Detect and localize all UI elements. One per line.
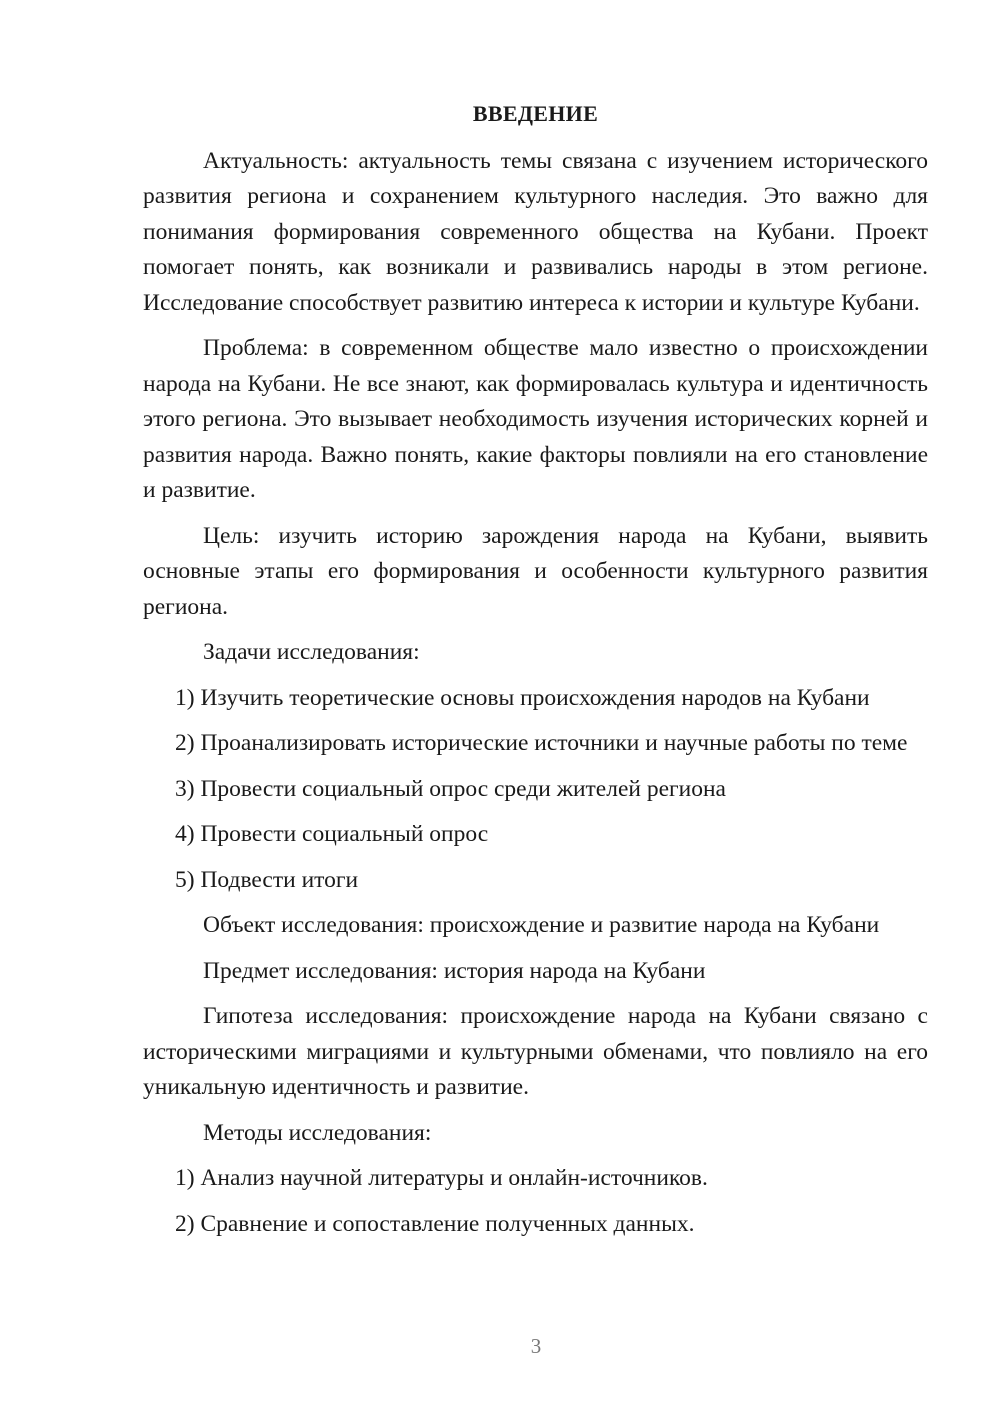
goal-paragraph: Цель: изучить историю зарождения народа на Кубани, выявить основные этапы его формирования и особенности культурного развития региона. bbox=[143, 522, 928, 620]
task-item: 3) Провести социальный опрос среди жителей региона bbox=[175, 775, 726, 802]
page-number: 3 bbox=[530, 1334, 542, 1358]
hypothesis-paragraph: Гипотеза исследования: происхождение народа на Кубани связано с историческими миграциями и культурными обменами, что повлияло на его уникальную идентичность и развитие. bbox=[143, 1003, 928, 1100]
method-item: 2) Сравнение и сопоставление полученных данных. bbox=[175, 1210, 695, 1237]
relevance-paragraph: Актуальность: актуальность темы связана с изучением исторического развития региона и сохранением культурного наследия. Это важно для понимания формирования современного общества на Кубани. Проект помогает понять, как возникали и развивались народы в этом регионе. Исследование способствует развитию интереса к истории и культуре Кубани. bbox=[143, 147, 928, 316]
task-item: 1) Изучить теоретические основы происхождения народов на Кубани bbox=[175, 684, 870, 711]
page-content bbox=[143, 96, 928, 1252]
research-object: Объект исследования: происхождение и развитие народа на Кубани bbox=[203, 912, 880, 938]
method-item: 1) Анализ научной литературы и онлайн-источников. bbox=[175, 1165, 708, 1191]
section-title: ВВЕДЕНИЕ bbox=[472, 101, 599, 126]
task-item: 2) Проанализировать исторические источники и научные работы по теме bbox=[175, 730, 908, 756]
tasks-heading: Задачи исследования: bbox=[203, 639, 420, 665]
methods-heading: Методы исследования: bbox=[203, 1119, 432, 1146]
task-item: 4) Провести социальный опрос bbox=[175, 821, 489, 847]
task-item: 5) Подвести итоги bbox=[175, 866, 359, 893]
research-subject: Предмет исследования: история народа на Кубани bbox=[203, 957, 706, 984]
problem-paragraph: Проблема: в современном обществе мало известно о происхождении народа на Кубани. Не все знают, как формировалась культура и идентичность этого региона. Это вызывает необходимость изучения исторических корней и развития народа. Важно понять, какие факторы повлияли на его становление и развитие. bbox=[143, 335, 928, 503]
